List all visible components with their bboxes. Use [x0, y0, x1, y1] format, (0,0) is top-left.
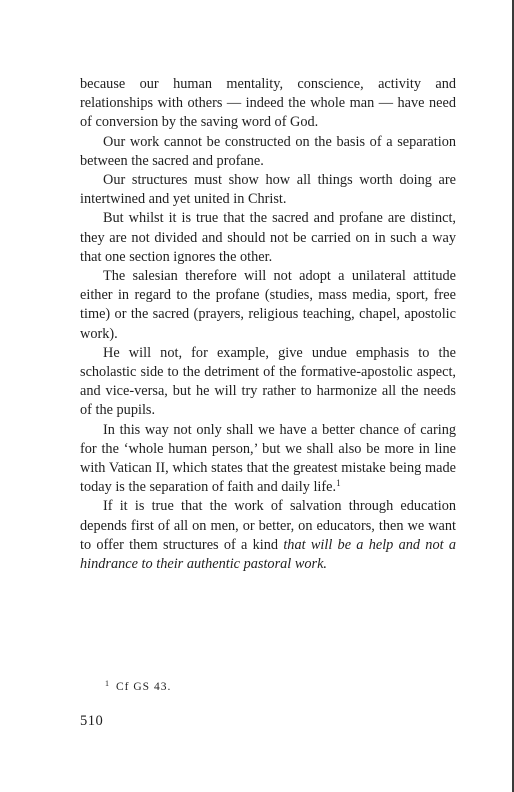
- paragraph-text: Our work cannot be constructed on the basis of a separation between the sacred and profane.: [80, 133, 456, 169]
- paragraph: [80, 267, 456, 344]
- paragraph: [80, 171, 456, 209]
- paragraph: [80, 209, 456, 267]
- paragraph-text: But whilst it is true that the sacred and profane are distinct, they are not divided and should not be carried on in such a way that one section ignores the other.: [80, 210, 456, 265]
- paragraph: [80, 75, 456, 133]
- paragraph-text: In this way not only shall we have a better chance of caring for the ‘whole human person,’ but we shall also be more in line with Vatican II, which states that the greatest mistake being made today is the separation of faith and daily life.: [80, 421, 456, 496]
- body-text: [80, 75, 456, 574]
- footnote-text: Cf GS 43.: [116, 681, 172, 693]
- paragraph-text: If it is true that the work of salvation through education depends first of all on men, or better, on educators, then we want to offer them structures of a kind: [80, 498, 456, 553]
- page-number: 510: [80, 713, 104, 729]
- paragraph: [80, 133, 456, 171]
- paragraph: [80, 421, 456, 498]
- paragraph-text: Our structures must show how all things worth doing are intertwined and yet united in Christ.: [80, 172, 456, 208]
- italic-text: that will be a help and not a hindrance to their authentic pastoral work.: [80, 536, 456, 573]
- paragraph: [80, 497, 456, 574]
- footnote-marker: 1: [105, 679, 110, 688]
- paragraph-text: because our human mentality, conscience, activity and relationships with others — indeed the whole man — have need of conversion by the saving word of God.: [80, 76, 456, 131]
- footnote: [105, 680, 171, 694]
- paragraph-text: The salesian therefore will not adopt a unilateral attitude either in regard to the profane (studies, mass media, sport, free time) or the sacred (prayers, religious teaching, chapel, apostolic work).: [80, 268, 456, 342]
- paragraph: [80, 344, 456, 421]
- footnote-reference: 1: [336, 478, 341, 489]
- paragraph-text: He will not, for example, give undue emphasis to the scholastic side to the detriment of the formative-apostolic aspect, and vice-versa, but he will try rather to harmonize all the needs of the pupils.: [80, 344, 456, 419]
